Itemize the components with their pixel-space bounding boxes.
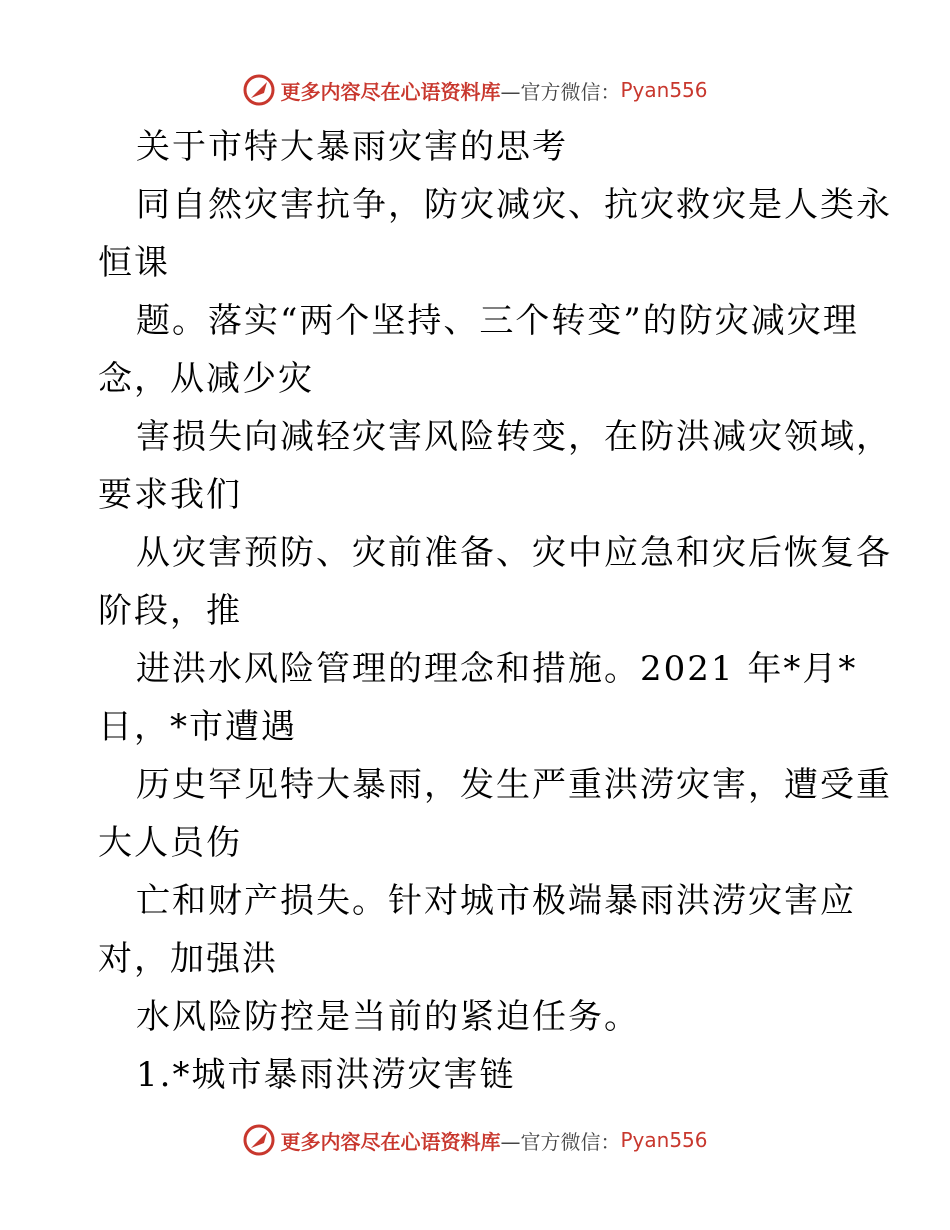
banner-site-name: 更多内容尽在心语资料库 [280,1129,501,1154]
paragraph-line: 同自然灾害抗争，防灾减灾、抗灾救灾是人类永 [136,185,892,225]
banner-site-name: 更多内容尽在心语资料库 [280,79,501,104]
header-banner [0,72,950,108]
document-body [98,118,892,1104]
footer-banner [0,1122,950,1158]
paragraph-line: 从灾害预防、灾前准备、灾中应急和灾后恢复各 [136,533,892,573]
paragraph-line: 日，*市遭遇 [98,707,297,747]
paragraph-line: 亡和财产损失。针对城市极端暴雨洪涝灾害应 [136,881,856,921]
banner-wechat-label: —官方微信： [500,1129,621,1154]
paragraph-line: 阶段，推 [98,591,242,631]
paragraph-line: 念，从减少灾 [98,359,314,399]
paragraph-line: 要求我们 [98,475,242,515]
paragraph-line: 害损失向减轻灾害风险转变，在防洪减灾领域， [136,417,892,457]
paragraph-line: 进洪水风险管理的理念和措施。2021 年*月* [136,649,858,689]
banner-wechat-label: —官方微信： [500,79,621,104]
section-heading: 1.*城市暴雨洪涝灾害链 [136,1055,516,1095]
paragraph-line: 水风险防控是当前的紧迫任务。 [136,997,640,1037]
document-title: 关于市特大暴雨灾害的思考 [136,127,568,167]
banner-wechat-id: Pyan556 [620,1128,708,1152]
paragraph-line: 历史罕见特大暴雨，发生严重洪涝灾害，遭受重 [136,765,892,805]
paragraph-line: 恒课 [98,243,170,283]
paragraph-line: 题。落实“两个坚持、三个转变”的防灾减灾理 [136,301,859,341]
paragraph-line: 大人员伤 [98,823,242,863]
feather-logo-icon [242,73,276,107]
paragraph-line: 对，加强洪 [98,939,278,979]
feather-logo-icon [242,1123,276,1157]
banner-wechat-id: Pyan556 [620,78,708,102]
